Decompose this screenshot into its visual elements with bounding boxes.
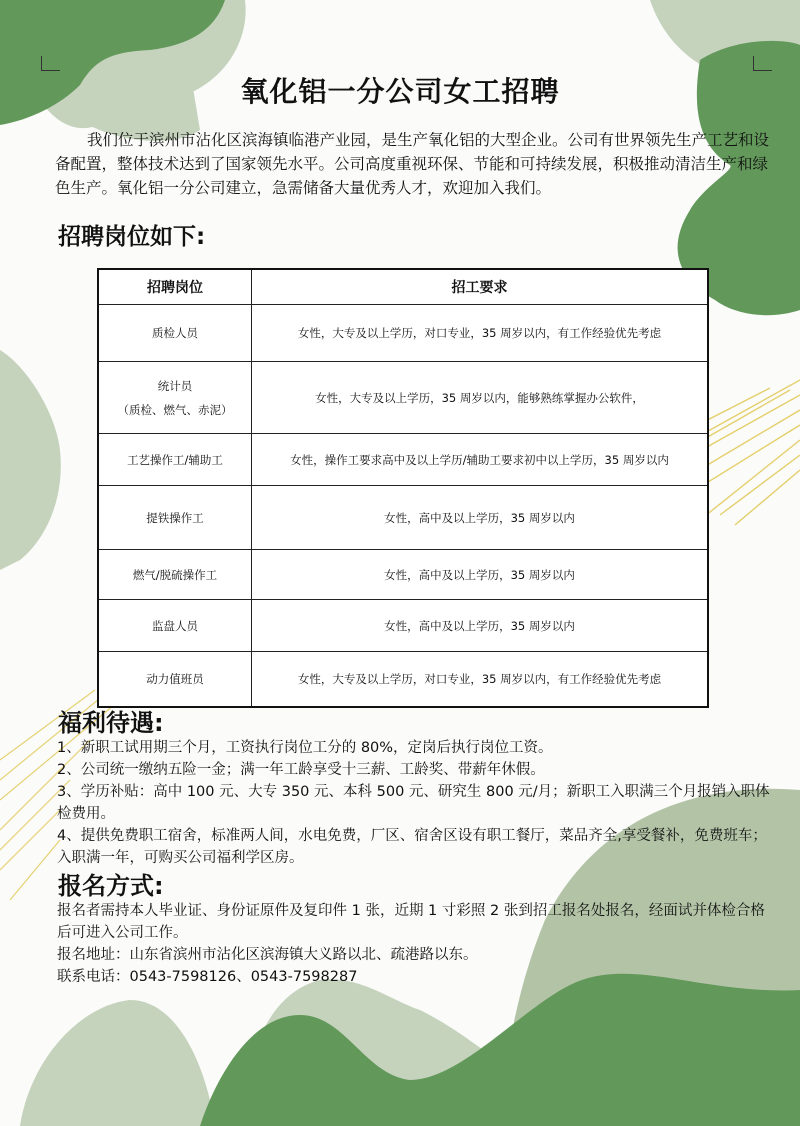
- position-cell: 提铁操作工: [98, 486, 252, 550]
- table-row: [98, 362, 708, 434]
- benefit-item: 4、提供免费职工宿舍，标准两人间，水电免费，厂区、宿舍区设有职工餐厅，菜品齐全,享受餐补，免费班车；入职满一年，可购买公司福利学区房。: [57, 828, 767, 866]
- table-row: [98, 652, 708, 707]
- position-cell: 统计员 （质检、燃气、赤泥）: [98, 362, 252, 434]
- benefits-list: [57, 737, 777, 869]
- requirement-cell: 女性，大专及以上学历，35 周岁以内，能够熟练掌握办公软件，: [252, 362, 709, 434]
- position-cell: 燃气/脱硫操作工: [98, 550, 252, 600]
- benefit-item: 1、新职工试用期三个月，工资执行岗位工分的 80%，定岗后执行岗位工资。: [57, 740, 553, 756]
- benefits-heading: 福利待遇:: [58, 709, 164, 737]
- header-requirement: 招工要求: [252, 269, 709, 305]
- requirement-cell: 女性，大专及以上学历，对口专业，35 周岁以内，有工作经验优先考虑: [252, 652, 709, 707]
- apply-phone: 联系电话：0543-7598126、0543-7598287: [57, 969, 358, 985]
- jobs-heading: 招聘岗位如下:: [58, 224, 206, 250]
- table-row: [98, 600, 708, 652]
- table-row: [98, 486, 708, 550]
- crop-mark-right: [753, 56, 772, 71]
- intro-paragraph: 我们位于滨州市沾化区滨海镇临港产业园，是生产氧化铝的大型企业。公司有世界领先生产工艺和设备配置，整体技术达到了国家领先水平。公司高度重视环保、节能和可持续发展，积极推动清洁生产和绿色生产。氧化铝一分公司建立，急需储备大量优秀人才，欢迎加入我们。: [55, 131, 770, 197]
- apply-address: 报名地址：山东省滨州市沾化区滨海镇大义路以北、疏港路以东。: [57, 947, 478, 963]
- table-row: [98, 305, 708, 362]
- requirement-cell: 女性，操作工要求高中及以上学历/辅助工要求初中以上学历，35 周岁以内: [252, 434, 709, 486]
- apply-list: [57, 900, 777, 988]
- page-title: 氧化铝一分公司女工招聘: [240, 75, 560, 108]
- benefit-item: 3、学历补贴：高中 100 元、大专 350 元、本科 500 元、研究生 800 元/月；新职工入职满三个月报销入职体检费用。: [57, 784, 770, 822]
- apply-heading: 报名方式:: [58, 872, 164, 900]
- position-cell: 质检人员: [98, 305, 252, 362]
- table-header-row: [98, 269, 708, 305]
- requirement-cell: 女性，高中及以上学历，35 周岁以内: [252, 486, 709, 550]
- crop-mark-left: [41, 56, 60, 71]
- requirement-cell: 女性，大专及以上学历，对口专业，35 周岁以内，有工作经验优先考虑: [252, 305, 709, 362]
- requirement-cell: 女性，高中及以上学历，35 周岁以内: [252, 600, 709, 652]
- table-row: [98, 434, 708, 486]
- position-cell: 动力值班员: [98, 652, 252, 707]
- position-cell: 工艺操作工/辅助工: [98, 434, 252, 486]
- benefit-item: 2、公司统一缴纳五险一金；满一年工龄享受十三薪、工龄奖、带薪年休假。: [57, 762, 545, 778]
- position-cell: 监盘人员: [98, 600, 252, 652]
- jobs-table: [97, 268, 709, 708]
- requirement-cell: 女性，高中及以上学历，35 周岁以内: [252, 550, 709, 600]
- apply-instructions: 报名者需持本人毕业证、身份证原件及复印件 1 张，近期 1 寸彩照 2 张到招工报名处报名，经面试并体检合格后可进入公司工作。: [57, 903, 765, 941]
- table-row: [98, 550, 708, 600]
- header-position: 招聘岗位: [98, 269, 252, 305]
